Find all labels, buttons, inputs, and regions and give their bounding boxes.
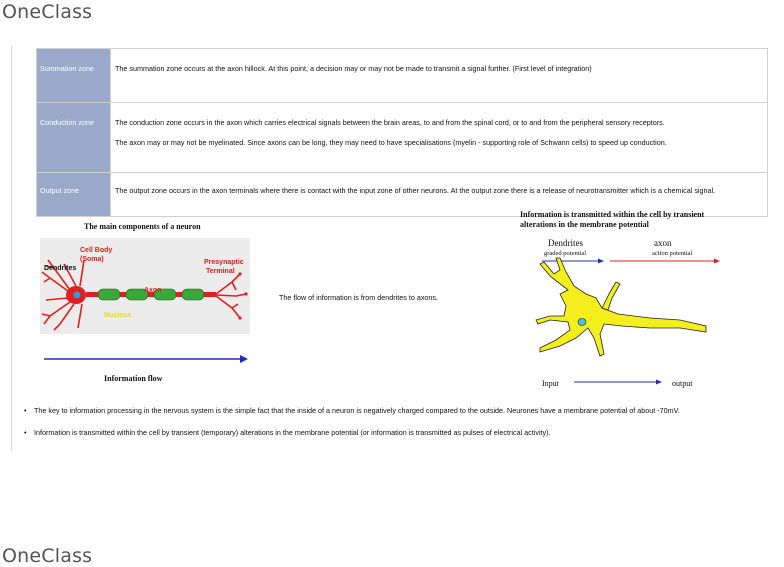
graded-potential-label: graded potential: [544, 250, 587, 257]
zone-paragraph: The summation zone occurs at the axon hillock. At this point, a decision may or may not be made to transmit a signal further. (First level of integration): [115, 64, 592, 73]
zone-name: Conduction zone: [37, 103, 111, 173]
bullet-icon: •: [24, 428, 27, 437]
terminal-label: Terminal: [206, 268, 235, 275]
nucleus-label: Nucleus: [104, 312, 132, 319]
transmission-title-line: alterations in the membrane potential: [520, 220, 649, 229]
neuron-potential-diagram: [530, 234, 730, 394]
bullet-icon: •: [24, 406, 27, 415]
soma-label: (Soma): [80, 256, 104, 263]
zone-description: [111, 103, 768, 173]
presynaptic-label: Presynaptic: [204, 259, 244, 266]
left-margin-line: [11, 46, 12, 451]
zone-paragraph: The output zone occurs in the axon terminals where there is contact with the input zone of other neurons. At the output zone there is a release of neurotransmitter which is a chemical signal.: [115, 186, 716, 195]
action-potential-label: action potential: [652, 250, 693, 257]
transmission-title: [520, 210, 704, 230]
table-row: [37, 103, 768, 173]
neuron-components-diagram: [40, 238, 250, 334]
zone-paragraph: The conduction zone occurs in the axon which carries electrical signals between the brain areas, to and from the spinal cord, or to and from the peripheral sensory receptors.: [115, 118, 665, 127]
oneclass-logo-top: OneClass: [2, 1, 93, 23]
bullet-text: Information is transmitted within the cell by transient (temporary) alterations in the membrane potential (or information is transmitted as pulses of electrical activity).: [34, 428, 551, 437]
dendrites-label: Dendrites: [44, 265, 77, 272]
zone-paragraph: The axon may or may not be myelinated. Since axons can be long, they may need to have specialisations (myelin - supporting role of Schwann cells) to speed up conduction.: [115, 138, 667, 147]
zone-description: [111, 49, 768, 103]
axon-label: axon: [654, 238, 672, 248]
axon-label: Axon: [144, 287, 162, 294]
information-flow-arrow: [44, 354, 249, 364]
cell-body-label: Cell Body: [80, 247, 113, 254]
transmission-title-line: Information is transmitted within the cell by transient: [520, 210, 705, 219]
list-item: [24, 406, 774, 415]
neuron-cell-shape: [536, 258, 706, 356]
zone-name: Summation zone: [37, 49, 111, 103]
neuron-components-title: The main components of a neuron: [84, 222, 201, 231]
nucleus-shape: [74, 292, 81, 299]
table-row: [37, 49, 768, 103]
bullet-text: The key to information processing in the nervous system is the simple fact that the inside of a neuron is negatively charged compared to the outside. Neurones have a membrane potential of about -70mV.: [34, 406, 680, 415]
dendrites-label: Dendrites: [548, 238, 583, 248]
input-label: Input: [542, 379, 559, 388]
neuron-zones-table: [36, 48, 768, 217]
zone-name: Output zone: [37, 173, 111, 217]
oneclass-logo-bottom: OneClass: [2, 545, 93, 567]
flow-direction-text: The flow of information is from dendrites to axons.: [279, 293, 438, 302]
information-flow-caption: Information flow: [104, 374, 163, 383]
output-label: output: [672, 379, 693, 388]
list-item: [24, 428, 774, 437]
